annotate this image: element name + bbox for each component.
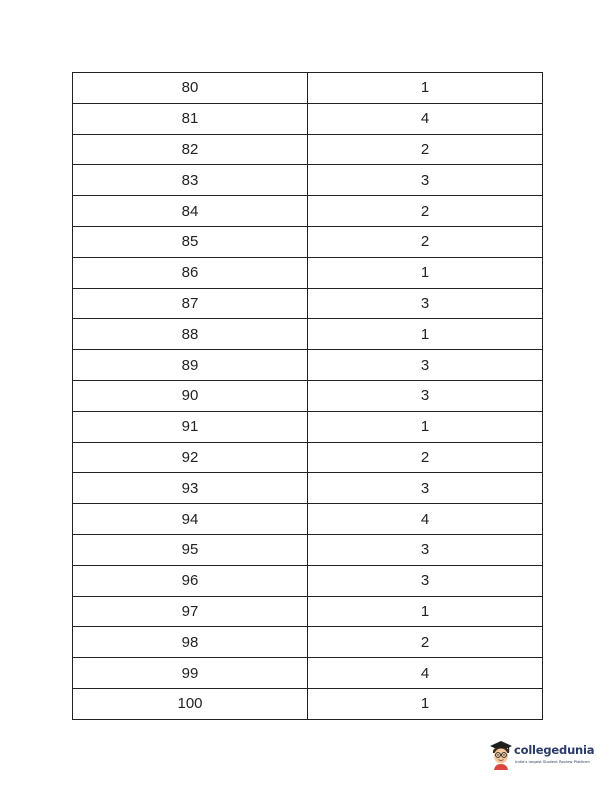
table-row [73, 288, 543, 319]
table-row [73, 534, 543, 565]
data-table [72, 72, 543, 720]
table-row [73, 442, 543, 473]
table-row [73, 504, 543, 535]
table-cell-first-column: 95 [73, 534, 308, 565]
table-cell-second-column: 2 [308, 134, 543, 165]
table-cell-first-column: 98 [73, 627, 308, 658]
table-cell-first-column: 81 [73, 103, 308, 134]
table-cell-first-column: 85 [73, 226, 308, 257]
table-row [73, 196, 543, 227]
table-cell-second-column: 1 [308, 319, 543, 350]
table-cell-first-column: 82 [73, 134, 308, 165]
table-cell-second-column: 3 [308, 473, 543, 504]
table-cell-second-column: 1 [308, 596, 543, 627]
table-cell-first-column: 80 [73, 73, 308, 104]
table-cell-first-column: 83 [73, 165, 308, 196]
table-row [73, 257, 543, 288]
table-cell-first-column: 91 [73, 411, 308, 442]
table-cell-second-column: 2 [308, 226, 543, 257]
logo-brand-text: collegedunia [514, 743, 595, 757]
table-cell-second-column: 2 [308, 627, 543, 658]
table-cell-second-column: 4 [308, 504, 543, 535]
table-row [73, 319, 543, 350]
table-row [73, 165, 543, 196]
table-row [73, 627, 543, 658]
table-cell-second-column: 3 [308, 288, 543, 319]
table-row [73, 565, 543, 596]
table-cell-first-column: 90 [73, 380, 308, 411]
table-cell-second-column: 3 [308, 565, 543, 596]
mascot-logo-icon [488, 739, 514, 771]
table-body [73, 73, 543, 720]
table-cell-second-column: 1 [308, 73, 543, 104]
table-cell-second-column: 1 [308, 257, 543, 288]
table-cell-first-column: 88 [73, 319, 308, 350]
table-cell-first-column: 89 [73, 350, 308, 381]
table-cell-first-column: 92 [73, 442, 308, 473]
table-row [73, 380, 543, 411]
table-cell-second-column: 4 [308, 658, 543, 689]
table-cell-second-column: 3 [308, 380, 543, 411]
table-cell-second-column: 2 [308, 196, 543, 227]
logo-tagline-text: India's largest Student Review Platform [515, 759, 590, 764]
table-cell-second-column: 3 [308, 534, 543, 565]
table-row [73, 688, 543, 719]
table-cell-second-column: 1 [308, 688, 543, 719]
table-cell-first-column: 93 [73, 473, 308, 504]
table-cell-first-column: 87 [73, 288, 308, 319]
table-cell-second-column: 4 [308, 103, 543, 134]
table-cell-second-column: 2 [308, 442, 543, 473]
table-row [73, 473, 543, 504]
table-cell-first-column: 97 [73, 596, 308, 627]
table-row [73, 73, 543, 104]
table-row [73, 226, 543, 257]
data-table-container [72, 72, 541, 720]
table-cell-second-column: 3 [308, 165, 543, 196]
table-cell-second-column: 3 [308, 350, 543, 381]
table-row [73, 350, 543, 381]
table-row [73, 103, 543, 134]
collegedunia-logo[interactable] [488, 739, 606, 773]
table-cell-first-column: 94 [73, 504, 308, 535]
table-row [73, 134, 543, 165]
table-cell-first-column: 96 [73, 565, 308, 596]
table-row [73, 596, 543, 627]
table-cell-first-column: 86 [73, 257, 308, 288]
table-cell-first-column: 99 [73, 658, 308, 689]
table-row [73, 658, 543, 689]
table-row [73, 411, 543, 442]
table-cell-first-column: 84 [73, 196, 308, 227]
table-cell-first-column: 100 [73, 688, 308, 719]
table-cell-second-column: 1 [308, 411, 543, 442]
